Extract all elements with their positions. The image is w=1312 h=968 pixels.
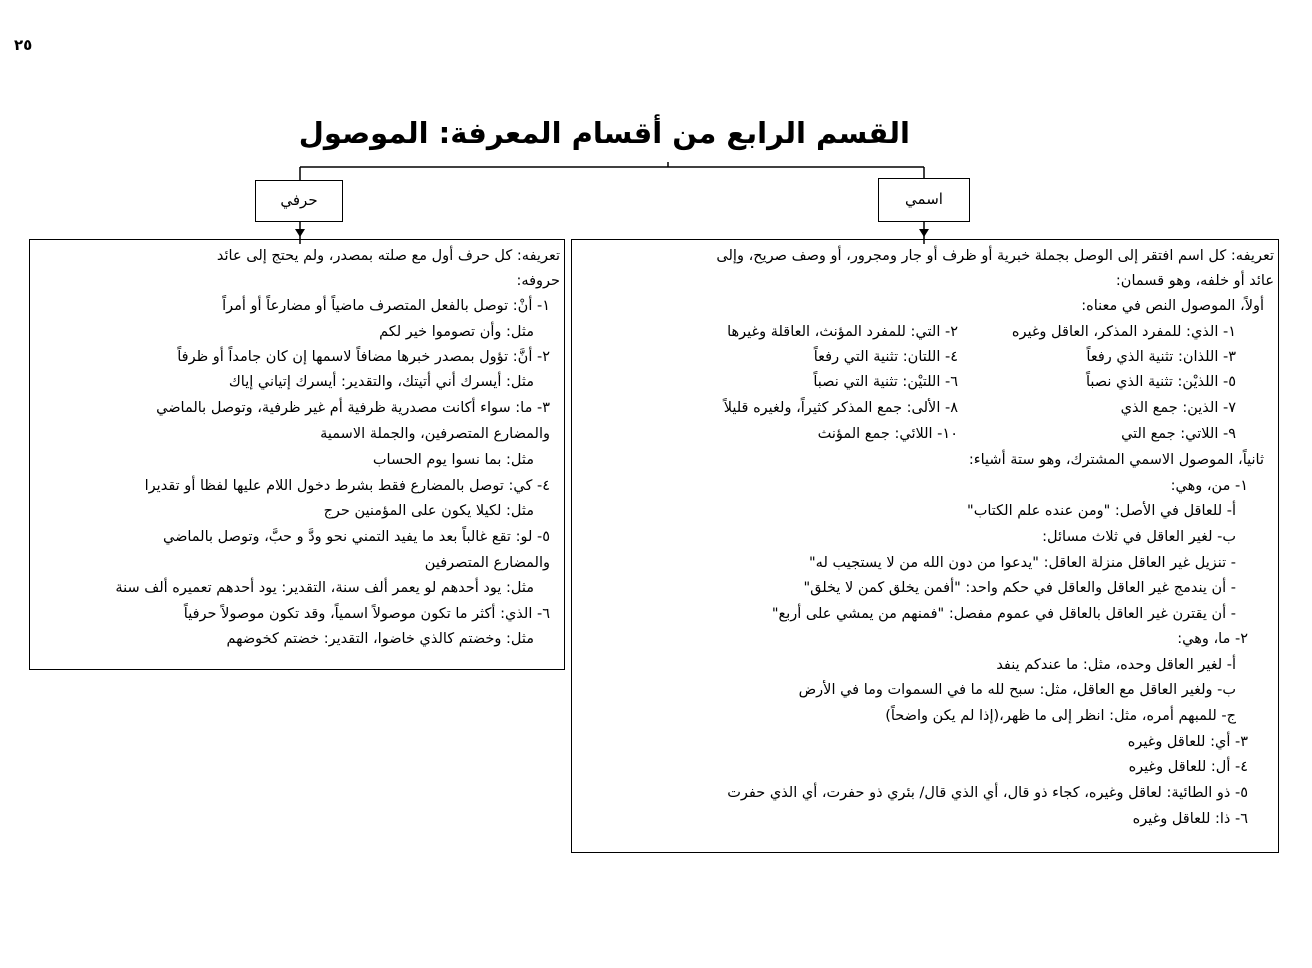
harfi-line: ٤- كي: توصل بالمضارع فقط بشرط دخول اللام عليها لفظا أو تقديرا (144, 478, 550, 494)
ismi-item: ٨- الألى: جمع المذكر كثيراً، ولغيره قليلاً (723, 400, 958, 416)
ismi-item: ٩- اللاتي: جمع التي (1121, 426, 1236, 442)
ismi-man-b3: - أن يقترن غير العاقل بالعاقل في عموم مفصل: "فمنهم من يمشي على أربع" (771, 606, 1236, 622)
harfi-line: مثل: أيسرك أني أتيتك، والتقدير: أيسرك إتياني إياك (228, 374, 534, 390)
harfi-line: ١- أنْ: توصل بالفعل المتصرف ماضياً أو مضارعاً أو أمراً (222, 298, 550, 314)
ismi-item: ٤- اللتان: تثنية التي رفعاً (813, 349, 958, 365)
ismi-man-b: ب- لغير العاقل في ثلاث مسائل: (1042, 529, 1236, 545)
ismi-definition-line2: عائد أو خلفه، وهو قسمان: (1115, 273, 1274, 289)
harfi-panel (29, 239, 565, 670)
page-number: ٢٥ (14, 36, 33, 54)
harfi-line: ٣- ما: سواء أكانت مصدرية ظرفية أم غير ظرفية، وتوصل بالماضي (156, 400, 550, 416)
ismi-first-section: أولاً، الموصول النص في معناه: (1081, 298, 1264, 314)
harfi-definition-line1: تعريفه: كل حرف أول مع صلته بمصدر، ولم يحتج إلى عائد (216, 248, 560, 264)
ismi-item: ٥- اللذيْن: تثنية الذي نصباً (1085, 374, 1236, 390)
ismi-second-section: ثانياً، الموصول الاسمي المشترك، وهو ستة أشياء: (968, 452, 1264, 468)
page-title: القسم الرابع من أقسام المعرفة: الموصول (298, 116, 910, 150)
harfi-line: ٥- لو: تقع غالباً بعد ما يفيد التمني نحو ودَّ و حبَّ، وتوصل بالماضي (162, 529, 550, 545)
ismi-item: ١٠- اللائي: جمع المؤنث (817, 426, 958, 442)
ismi-man-a: أ- للعاقل في الأصل: "ومن عنده علم الكتاب" (967, 503, 1236, 519)
harfi-line: مثل: وخضتم كالذي خاضوا، التقدير: خضتم كخوضهم (226, 631, 534, 647)
ismi-man-b1: - تنزيل غير العاقل منزلة العاقل: "يدعوا من دون الله من لا يستجيب له" (809, 555, 1236, 571)
category-box-harfi: حرفي (255, 180, 343, 222)
ismi-definition-line1: تعريفه: كل اسم افتقر إلى الوصل بجملة خبرية أو ظرف أو جار ومجرور، أو وصف صريح، وإلى (716, 248, 1274, 264)
ismi-dhu: ٥- ذو الطائية: لعاقل وغيره، كجاء ذو قال، أي الذي قال/ بئري ذو حفرت، أي الذي حفرت (727, 785, 1248, 801)
ismi-ayy: ٣- أي: للعاقل وغيره (1127, 734, 1248, 750)
harfi-line: ٢- أنَّ: تؤول بمصدر خبرها مضافاً لاسمها إن كان جامداً أو ظرفاً (177, 349, 550, 365)
harfi-line: والمضارع المتصرفين، والجملة الاسمية (320, 426, 550, 442)
ismi-item: ٢- التي: للمفرد المؤنث، العاقلة وغيرها (727, 324, 958, 340)
ismi-item: ٧- الذين: جمع الذي (1120, 400, 1236, 416)
ismi-ma-b: ب- ولغير العاقل مع العاقل، مثل: سبح لله ما في السموات وما في الأرض (798, 682, 1236, 698)
harfi-line: مثل: بما نسوا يوم الحساب (372, 452, 534, 468)
category-box-ismi: اسمي (878, 178, 970, 222)
harfi-definition-line2: حروفه: (516, 273, 560, 289)
ismi-item: ١- الذي: للمفرد المذكر، العاقل وغيره (1011, 324, 1236, 340)
arrow-head-harfi (295, 229, 305, 237)
ismi-ma-a: أ- لغير العاقل وحده، مثل: ما عندكم ينفد (996, 657, 1236, 673)
ismi-item: ٣- اللذان: تثنية الذي رفعاً (1086, 349, 1236, 365)
harfi-line: والمضارع المتصرفين (424, 555, 550, 571)
harfi-line: ٦- الذي: أكثر ما تكون موصولاً اسمياً، وقد تكون موصولاً حرفياً (183, 606, 550, 622)
ismi-ma-heading: ٢- ما، وهي: (1177, 631, 1248, 647)
harfi-line: مثل: وأن تصوموا خير لكم (379, 324, 534, 340)
ismi-ma-c: ج- للمبهم أمره، مثل: انظر إلى ما ظهر،(إذا لم يكن واضحاً) (885, 708, 1236, 724)
ismi-al: ٤- أل: للعاقل وغيره (1128, 759, 1248, 775)
ismi-item: ٦- اللتيْن: تثنية التي نصباً (813, 374, 958, 390)
harfi-line: مثل: لكيلا يكون على المؤمنين حرج (323, 503, 534, 519)
ismi-man-b2: - أن يندمج غير العاقل والعاقل في حكم واحد: "أفمن يخلق كمن لا يخلق" (803, 580, 1236, 596)
ismi-man-heading: ١- من، وهي: (1170, 478, 1248, 494)
arrow-head-ismi (919, 229, 929, 237)
ismi-dha: ٦- ذا: للعاقل وغيره (1132, 811, 1248, 827)
harfi-line: مثل: يود أحدهم لو يعمر ألف سنة، التقدير: يود أحدهم تعميره ألف سنة (115, 580, 534, 596)
ismi-panel (571, 239, 1279, 853)
